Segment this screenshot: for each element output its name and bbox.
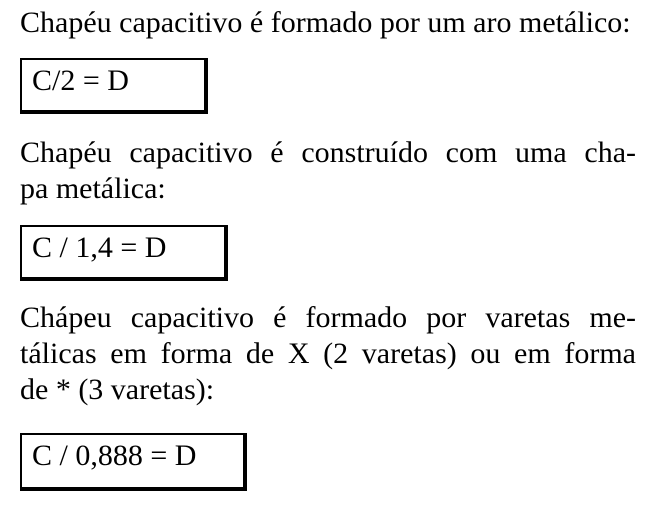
paragraph-metal-sheet [20,135,636,207]
paragraph-line: Chapéu capacitivo é construído com uma cha- [20,136,636,169]
paragraph-line: pa metálica: [20,172,166,205]
formula-text: C / 0,888 = D [32,439,197,472]
formula-box-metal-sheet [20,225,228,281]
paragraph-line: Chápeu capacitivo é formado por varetas me- [20,301,636,334]
paragraph-metal-ring [20,5,636,41]
formula-text: C / 1,4 = D [32,231,167,264]
paragraph-line: de * (3 varetas): [20,373,215,406]
paragraph-metal-rods [20,300,636,408]
formula-box-metal-rods [20,433,247,491]
paragraph-line: tálicas em forma de X (2 varetas) ou em forma [20,337,636,370]
paragraph-line: Chapéu capacitivo é formado por um aro metálico: [20,6,631,39]
formula-box-metal-ring [20,58,208,114]
formula-text: C/2 = D [32,64,129,97]
